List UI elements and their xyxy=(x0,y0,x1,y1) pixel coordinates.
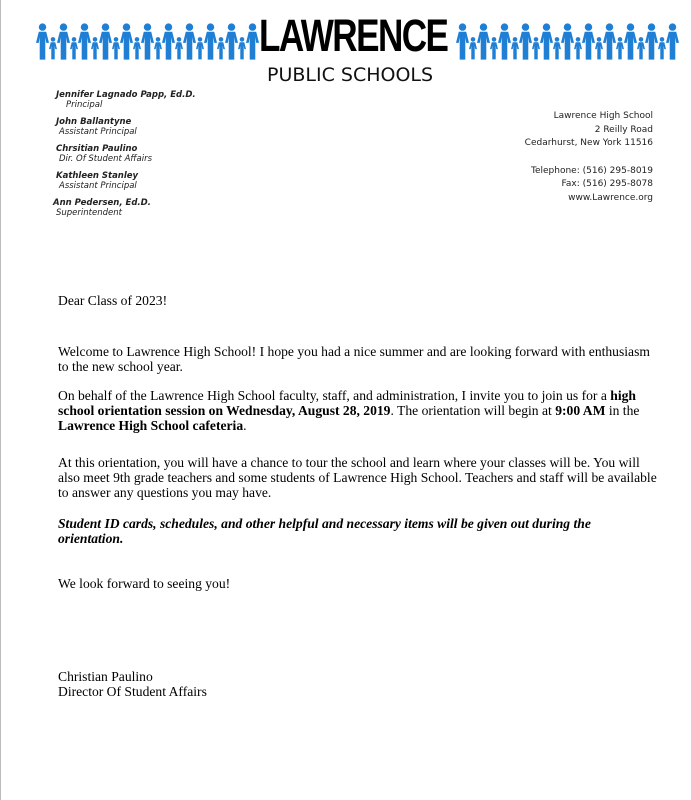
person-figure-icon xyxy=(574,36,582,60)
text: . xyxy=(243,418,247,433)
person-figure-icon xyxy=(511,36,519,60)
text: . The orientation will begin at xyxy=(390,403,556,418)
person-figure-icon xyxy=(624,22,637,60)
school-address xyxy=(525,110,653,205)
person-figure-icon xyxy=(666,22,679,60)
person-figure-icon xyxy=(540,22,553,60)
people-figures-right xyxy=(456,20,679,60)
person-figure-icon xyxy=(225,22,238,60)
staff-name: Chrsitian Paulino xyxy=(56,144,138,154)
person-figure-icon xyxy=(57,22,70,60)
website[interactable]: www.Lawrence.org xyxy=(568,192,653,203)
person-figure-icon xyxy=(204,22,217,60)
paragraph-welcome: Welcome to Lawrence High School! I hope you had a nice summer and are looking forward with enthusiasm to the new school year. xyxy=(58,344,650,374)
event-location: Lawrence High School cafeteria xyxy=(58,418,244,433)
person-figure-icon xyxy=(133,36,141,60)
person-figure-icon xyxy=(603,22,616,60)
paragraph-items: Student ID cards, schedules, and other helpful and necessary items will be given out during the orientation. xyxy=(58,516,591,546)
people-figures-left xyxy=(36,20,259,60)
city: Cedarhurst, New York 11516 xyxy=(524,138,653,148)
person-figure-icon xyxy=(616,36,624,60)
person-figure-icon xyxy=(498,22,511,60)
staff-title: Principal xyxy=(66,100,103,110)
person-figure-icon xyxy=(70,36,78,60)
greeting: Dear Class of 2023! xyxy=(58,293,168,308)
person-figure-icon xyxy=(477,22,490,60)
person-figure-icon xyxy=(246,22,259,60)
person-figure-icon xyxy=(112,36,120,60)
person-figure-icon xyxy=(456,22,469,60)
staff-title: Dir. Of Student Affairs xyxy=(59,154,153,164)
person-figure-icon xyxy=(490,36,498,60)
person-figure-icon xyxy=(99,22,112,60)
staff-name: Ann Pedersen, Ed.D. xyxy=(53,198,151,208)
person-figure-icon xyxy=(162,22,175,60)
person-figure-icon xyxy=(49,36,57,60)
person-figure-icon xyxy=(658,36,666,60)
staff-title: Superintendent xyxy=(56,208,122,218)
person-figure-icon xyxy=(217,36,225,60)
staff-list xyxy=(53,90,196,225)
closing: We look forward to seeing you! xyxy=(58,576,231,591)
street: 2 Reilly Road xyxy=(594,124,653,135)
person-figure-icon xyxy=(582,22,595,60)
person-figure-icon xyxy=(196,36,204,60)
event-time: 9:00 AM xyxy=(555,403,606,418)
person-figure-icon xyxy=(175,36,183,60)
person-figure-icon xyxy=(645,22,658,60)
letter-body xyxy=(58,293,658,699)
staff-title: Assistant Principal xyxy=(59,127,137,137)
text: in the xyxy=(605,403,640,418)
person-figure-icon xyxy=(91,36,99,60)
person-figure-icon xyxy=(469,36,477,60)
person-figure-icon xyxy=(595,36,603,60)
person-figure-icon xyxy=(532,36,540,60)
person-figure-icon xyxy=(561,22,574,60)
person-figure-icon xyxy=(120,22,133,60)
staff-name: John Ballantyne xyxy=(56,117,132,127)
person-figure-icon xyxy=(36,22,49,60)
person-figure-icon xyxy=(141,22,154,60)
signer-name: Christian Paulino xyxy=(58,669,153,684)
paragraph-invitation xyxy=(58,388,658,433)
person-figure-icon xyxy=(183,22,196,60)
event-name: high school orientation session on Wednesday, August 28, 2019 xyxy=(58,388,636,418)
paragraph-details: At this orientation, you will have a chance to tour the school and learn where your classes will be. You will also meet 9th grade teachers and some students of Lawrence High School. Teachers and staff will be available to answer any questions you may have. xyxy=(58,455,657,500)
person-figure-icon xyxy=(553,36,561,60)
fax: Fax: (516) 295-8078 xyxy=(561,179,653,189)
staff-title: Assistant Principal xyxy=(59,181,137,191)
person-figure-icon xyxy=(637,36,645,60)
staff-name: Kathleen Stanley xyxy=(56,171,139,181)
signer-title: Director Of Student Affairs xyxy=(58,684,207,699)
school-name: Lawrence High School xyxy=(553,111,653,121)
person-figure-icon xyxy=(154,36,162,60)
telephone: Telephone: (516) 295-8019 xyxy=(531,165,653,176)
person-figure-icon xyxy=(519,22,532,60)
logo-wordmark: LAWRENCE xyxy=(259,10,448,61)
staff-name: Jennifer Lagnado Papp, Ed.D. xyxy=(56,90,196,100)
text: On behalf of the Lawrence High School faculty, staff, and administration, I invite you to join us for a xyxy=(58,388,611,403)
person-figure-icon xyxy=(238,36,246,60)
person-figure-icon xyxy=(78,22,91,60)
logo-subtitle: PUBLIC SCHOOLS xyxy=(267,64,434,86)
